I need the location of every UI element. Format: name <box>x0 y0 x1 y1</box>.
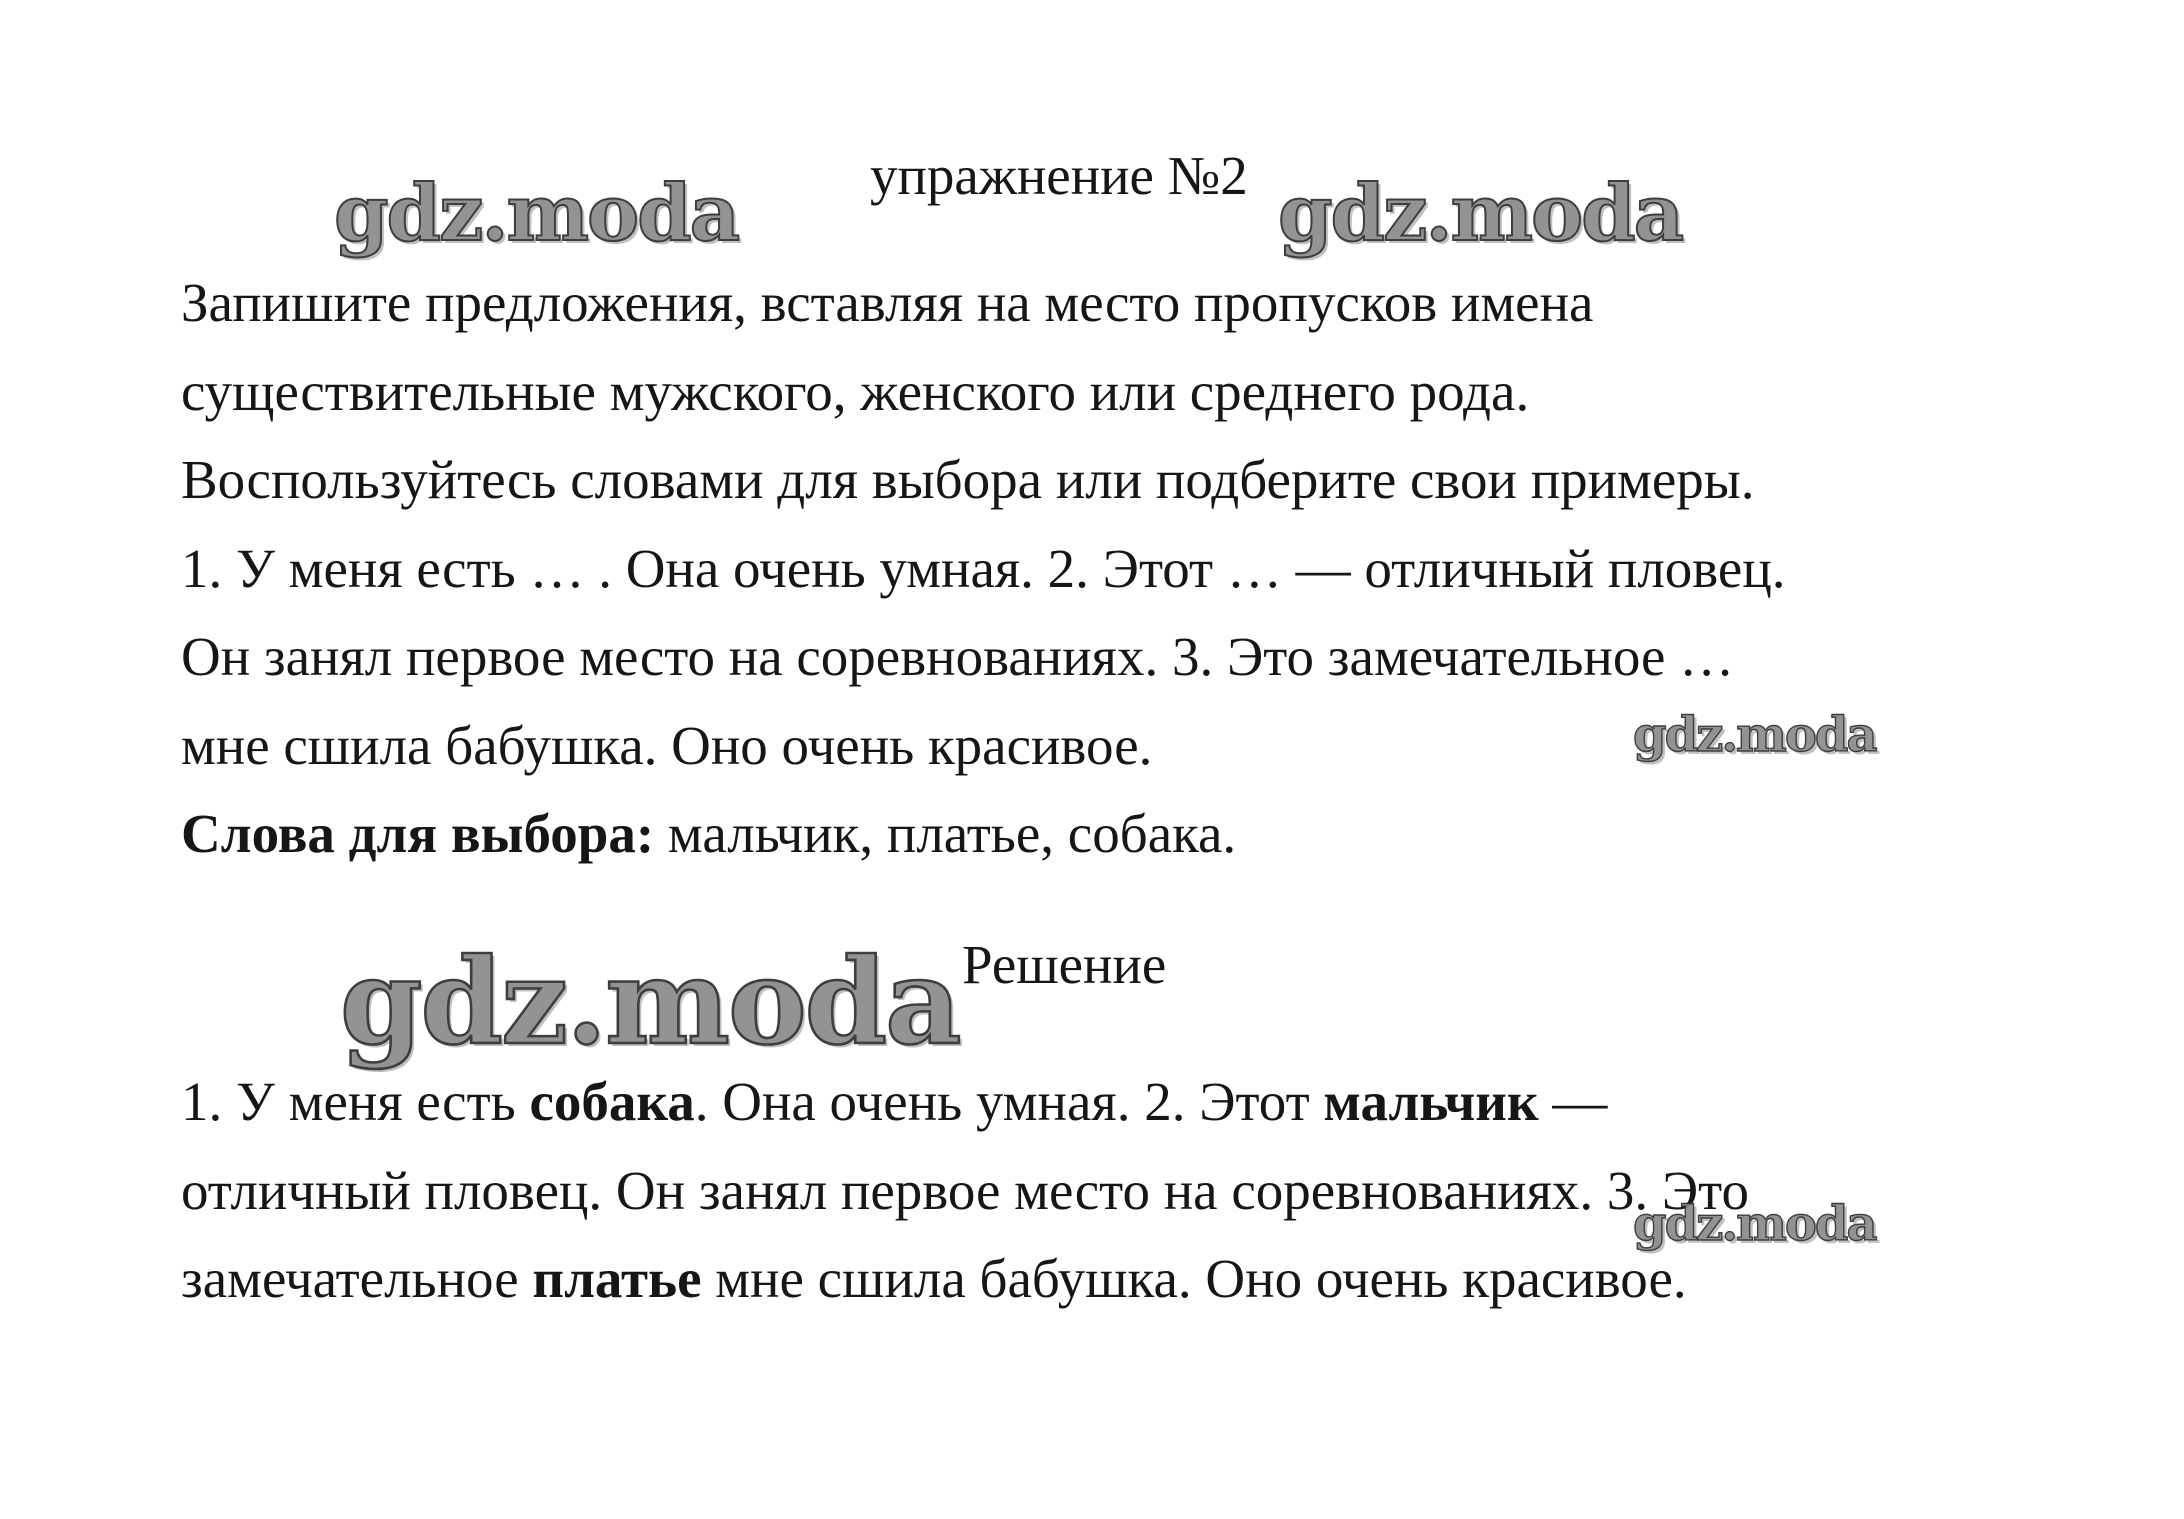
answer-text-segment: замечательное <box>181 1248 533 1309</box>
answer-text-segment: — <box>1538 1071 1608 1132</box>
word-choices-label: Слова для выбора: <box>181 803 655 864</box>
answer-word-boy: мальчик <box>1323 1071 1539 1132</box>
answer-text-segment: мне сшила бабушка. Оно очень красивое. <box>701 1248 1687 1309</box>
answer-text <box>181 1058 2141 1324</box>
watermark-logo: gdz.moda <box>1278 168 1683 259</box>
answer-word-dog: собака <box>529 1071 695 1132</box>
answer-line-2: отличный пловец. Он занял первое место на соревнованиях. 3. Это <box>181 1159 1749 1221</box>
answer-word-dress: платье <box>532 1248 702 1309</box>
word-choices-line <box>181 790 2141 879</box>
task-line: Он занял первое место на соревнованиях. 3. Это замечательное … <box>181 626 1735 687</box>
answer-text-segment: 1. У меня есть <box>181 1071 530 1132</box>
watermark-logo: gdz.moda <box>340 932 960 1071</box>
task-line: 1. У меня есть … . Она очень умная. 2. Этот … — отличный пловец. <box>181 537 1786 599</box>
task-line: Запишите предложения, вставляя на место пропусков имена <box>181 272 1594 333</box>
word-choices-list: мальчик, платье, собака. <box>654 803 1237 864</box>
task-line: Воспользуйтесь словами для выбора или подберите свои примеры. <box>181 449 1755 510</box>
solution-title: Решение <box>962 934 1167 995</box>
watermark-logo: gdz.moda <box>334 168 739 259</box>
answer-text-segment: . Она очень умная. 2. Этот <box>694 1071 1324 1132</box>
watermark-logo: gdz.moda <box>1633 707 1876 763</box>
task-line: мне сшила бабушка. Оно очень красивое. <box>181 714 1153 776</box>
task-line: существительные мужского, женского или среднего рода. <box>181 360 1530 422</box>
answer-line-1 <box>181 1058 2141 1147</box>
exercise-title: упражнение №2 <box>870 145 1248 206</box>
task-text <box>181 259 2141 879</box>
watermark-logo: gdz.moda <box>1633 1196 1876 1252</box>
